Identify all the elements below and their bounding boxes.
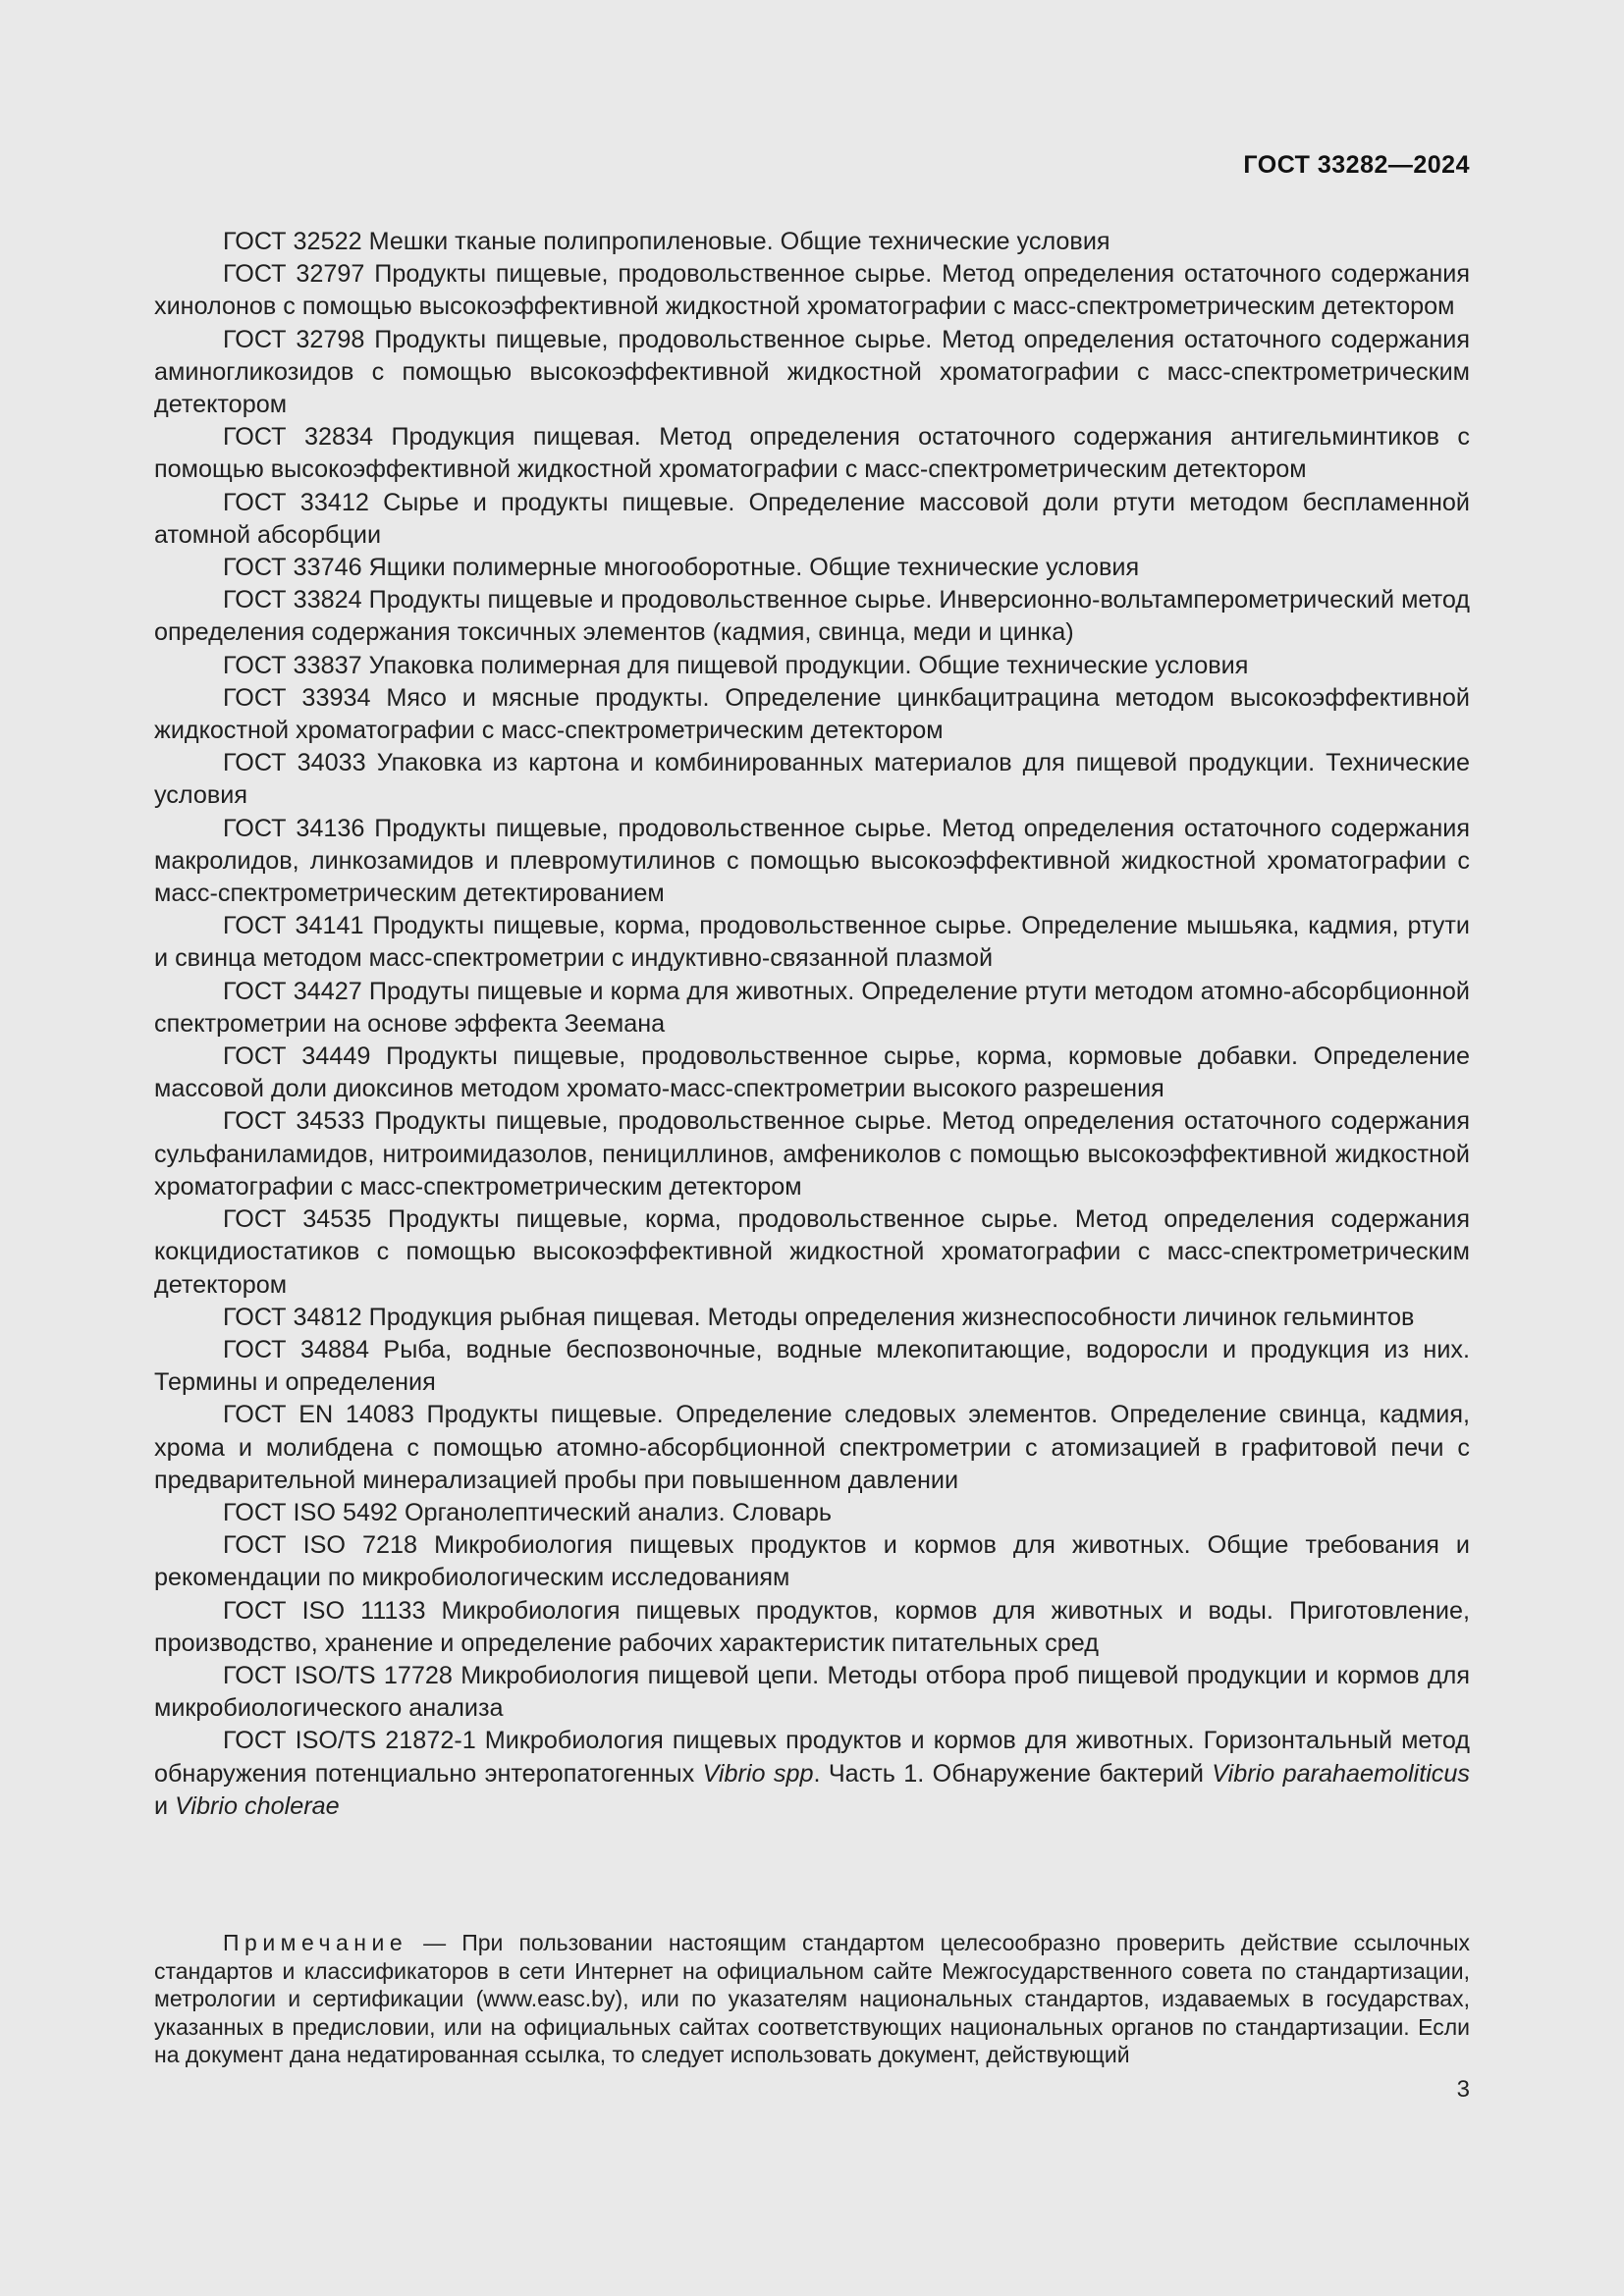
reference-item: ГОСТ ISO 7218 Микробиология пищевых продуктов и кормов для животных. Общие требования и рекомендации по микробиологическим исследованиям: [154, 1531, 1470, 1592]
page-number: 3: [1456, 2076, 1470, 2103]
reference-item-last: [154, 1725, 1470, 1823]
reference-item: ГОСТ ISO/TS 17728 Микробиология пищевой цепи. Методы отбора проб пищевой продукции и кормов для микробиологического анализа: [154, 1661, 1470, 1723]
reference-item: ГОСТ ISO 5492 Органолептический анализ. Словарь: [223, 1498, 833, 1526]
reference-item: ГОСТ 34449 Продукты пищевые, продовольственное сырье, корма, кормовые добавки. Определение массовой доли диоксинов методом хромато-масс-спектрометрии высокого разрешения: [154, 1042, 1470, 1103]
reference-item: ГОСТ 33746 Ящики полимерные многооборотные. Общие технические условия: [223, 554, 1140, 582]
reference-item: ГОСТ 34141 Продукты пищевые, корма, продовольственное сырье. Определение мышьяка, кадмия, ртути и свинца методом масс-спектрометрии с индуктивно-связанной плазмой: [154, 912, 1470, 973]
reference-item: ГОСТ 34533 Продукты пищевые, продовольственное сырье. Метод определения остаточного содержания сульфаниламидов, нитроимидазолов, пенициллинов, амфениколов с помощью высокоэффективной жидкостной хроматографии с масс-спектрометрическим детектором: [154, 1107, 1470, 1201]
taxon-name: Vibrio cholerae: [175, 1791, 340, 1820]
taxon-name: Vibrio spp: [702, 1759, 814, 1788]
note-label: Примечание: [223, 1930, 408, 1955]
page-header-doc-number: ГОСТ 33282—2024: [1243, 151, 1470, 179]
reference-item: ГОСТ 34884 Рыба, водные беспозвоночные, водные млекопитающие, водоросли и продукция из них. Термины и определения: [154, 1335, 1470, 1397]
reference-text: . Часть 1. Обнаружение бактерий: [813, 1759, 1213, 1788]
note-paragraph: [154, 1929, 1470, 2069]
reference-item: ГОСТ 34812 Продукция рыбная пищевая. Методы определения жизнеспособности личинок гельминтов: [223, 1303, 1415, 1331]
reference-item: ГОСТ 33837 Упаковка полимерная для пищевой продукции. Общие технические условия: [223, 651, 1249, 679]
references-list: [154, 226, 1470, 1823]
reference-item: ГОСТ 33412 Сырье и продукты пищевые. Определение массовой доли ртути методом беспламенной атомной абсорбции: [154, 488, 1470, 549]
reference-item: ГОСТ 34033 Упаковка из картона и комбинированных материалов для пищевой продукции. Технические условия: [154, 749, 1470, 810]
reference-item: ГОСТ 32797 Продукты пищевые, продовольственное сырье. Метод определения остаточного содержания хинолонов с помощью высокоэффективной жидкостной хроматографии с масс-спектрометрическим детектором: [154, 260, 1470, 321]
reference-item: ГОСТ 34136 Продукты пищевые, продовольственное сырье. Метод определения остаточного содержания макролидов, линкозамидов и плевромутилинов с помощью высокоэффективной жидкостной хроматографии с масс-спектрометрическим детектированием: [154, 814, 1470, 908]
reference-item: ГОСТ 32834 Продукция пищевая. Метод определения остаточного содержания антигельминтиков с помощью высокоэффективной жидкостной хроматографии с масс-спектрометрическим детектором: [154, 423, 1470, 484]
reference-text: ГОСТ ISO/TS 21872-1 Микробиология пищевых продуктов и кормов для животных. Горизонтальный метод обнаружения потенциально энтеропатогенных: [154, 1727, 1470, 1788]
taxon-name: Vibrio parahaemoliticus: [1212, 1759, 1470, 1788]
reference-item: ГОСТ 32522 Мешки тканые полипропиленовые. Общие технические условия: [223, 228, 1110, 255]
reference-item: ГОСТ 34427 Продуты пищевые и корма для животных. Определение ртути методом атомно-абсорбционной спектрометрии на основе эффекта Зеемана: [154, 977, 1470, 1038]
reference-text: и: [154, 1791, 176, 1820]
reference-item: ГОСТ 33824 Продукты пищевые и продовольственное сырье. Инверсионно-вольтамперометрический метод определения содержания токсичных элементов (кадмия, свинца, меди и цинка): [154, 586, 1470, 647]
reference-item: ГОСТ ISO 11133 Микробиология пищевых продуктов, кормов для животных и воды. Приготовление, производство, хранение и определение рабочих характеристик питательных сред: [154, 1596, 1470, 1657]
reference-item: ГОСТ 34535 Продукты пищевые, корма, продовольственное сырье. Метод определения содержания кокцидиостатиков с помощью высокоэффективной жидкостной хроматографии с масс-спектрометрическим детектором: [154, 1205, 1470, 1299]
reference-item: ГОСТ 33934 Мясо и мясные продукты. Определение цинкбацитрацина методом высокоэффективной жидкостной хроматографии с масс-спектрометрическим детектором: [154, 683, 1470, 745]
reference-item: ГОСТ EN 14083 Продукты пищевые. Определение следовых элементов. Определение свинца, кадмия, хрома и молибдена с помощью атомно-абсорбционной спектрометрии с атомизацией в графитовой печи с предварительной минерализацией пробы при повышенном давлении: [154, 1401, 1470, 1494]
note-text: — При пользовании настоящим стандартом целесообразно проверить действие ссылочных стандартов и классификаторов в сети Интернет на официальном сайте Межгосударственного совета по стандартизации, метрологии и сертификации (www.easc.by), или по указателям национальных стандартов, издаваемых в государствах, указанных в предисловии, или на официальных сайтах соответствующих национальных органов по стандартизации. Если на документ дана недатированная ссылка, то следует использовать документ, действующий: [154, 1930, 1470, 2068]
reference-item: ГОСТ 32798 Продукты пищевые, продовольственное сырье. Метод определения остаточного содержания аминогликозидов с помощью высокоэффективной жидкостной хроматографии с масс-спектрометрическим детектором: [154, 325, 1470, 419]
